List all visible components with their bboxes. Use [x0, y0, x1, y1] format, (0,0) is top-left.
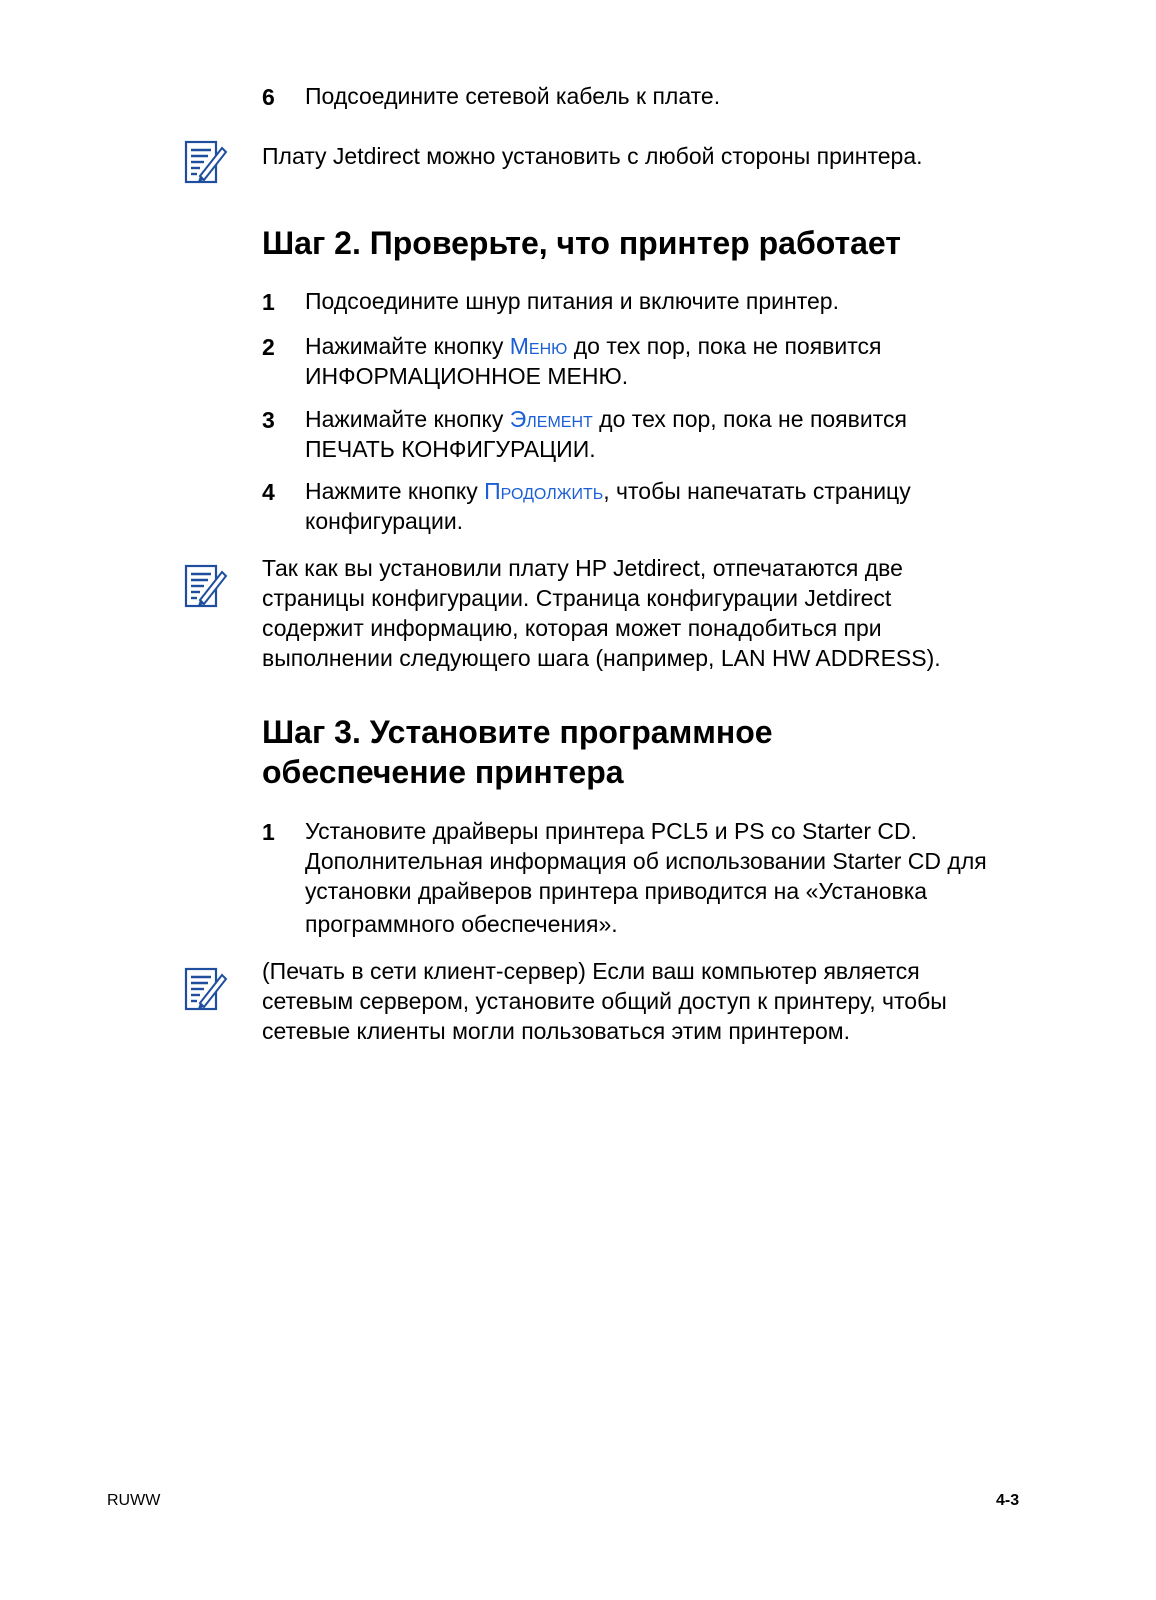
- note-line: выполнении следующего шага (например, LAN HW ADDRESS).: [262, 645, 941, 671]
- step-number: 2: [262, 334, 275, 360]
- footer-left: RUWW: [107, 1492, 161, 1509]
- note-line: страницы конфигурации. Страница конфигурации Jetdirect: [262, 585, 892, 611]
- step-line: Дополнительная информация об использовании Starter CD для: [305, 848, 987, 874]
- step-line: программного обеспечения».: [305, 911, 618, 937]
- note-line: Так как вы установили плату HP Jetdirect, отпечатаются две: [262, 555, 903, 581]
- step-text-part: Нажимайте кнопку: [305, 333, 510, 359]
- step-text: [305, 816, 987, 939]
- section-heading: [262, 712, 773, 792]
- step-text: [305, 476, 911, 536]
- step-number: 6: [262, 84, 275, 110]
- note-text: [262, 956, 947, 1046]
- note-line: сетевые клиенты могли пользоваться этим принтером.: [262, 1018, 851, 1044]
- step-text: Подсоедините сетевой кабель к плате.: [305, 83, 721, 109]
- step-number: 1: [262, 289, 275, 315]
- step-text-part: ПЕЧАТЬ КОНФИГУРАЦИИ.: [305, 436, 596, 462]
- step-text-part: Нажимайте кнопку: [305, 406, 510, 432]
- note-line: содержит информацию, которая может понадобиться при: [262, 615, 882, 641]
- step-number: 3: [262, 407, 275, 433]
- element-key-label: Элемент: [509, 406, 593, 432]
- step-number: 1: [262, 819, 275, 845]
- note-line: (Печать в сети клиент-сервер) Если ваш компьютер является: [262, 958, 920, 984]
- step-text-part: до тех пор, пока не появится: [567, 333, 882, 359]
- menu-key-label: Меню: [509, 333, 568, 359]
- step-text-part: Нажмите кнопку: [305, 478, 485, 504]
- note-text: Плату Jetdirect можно установить с любой стороны принтера.: [262, 143, 923, 169]
- step-text-part: конфигурации.: [305, 508, 464, 534]
- page-number: 4-3: [996, 1492, 1020, 1509]
- step-line: Установите драйверы принтера PCL5 и PS со Starter CD.: [305, 818, 918, 844]
- step-text-part: ИНФОРМАЦИОННОЕ МЕНЮ.: [305, 363, 629, 389]
- note-icon: [184, 563, 228, 609]
- note-line: сетевым сервером, установите общий доступ к принтеру, чтобы: [262, 988, 947, 1014]
- section-heading: Шаг 2. Проверьте, что принтер работает: [262, 225, 901, 261]
- heading-line: Шаг 3. Установите программное: [262, 714, 773, 750]
- step-text-part: , чтобы напечатать страницу: [603, 478, 911, 504]
- step-text: [305, 331, 881, 391]
- continue-key-label: Продолжить: [484, 478, 604, 504]
- note-text: [262, 553, 941, 673]
- step-text-part: до тех пор, пока не появится: [592, 406, 907, 432]
- step-text: [305, 404, 907, 464]
- note-icon: [184, 139, 228, 185]
- step-number: 4: [262, 479, 275, 505]
- note-icon: [184, 966, 228, 1012]
- heading-line: обеспечение принтера: [262, 754, 624, 790]
- step-text: Подсоедините шнур питания и включите принтер.: [305, 288, 839, 314]
- step-line: установки драйверов принтера приводится на «Установка: [305, 878, 928, 904]
